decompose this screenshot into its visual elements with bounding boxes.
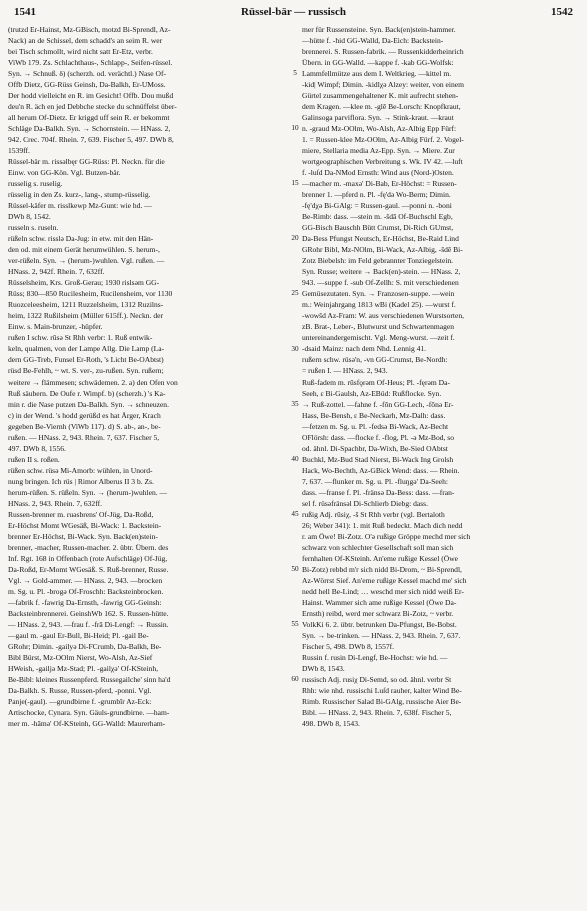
- right-column-line: mer für Russensteine. Syn. Back(en)stein-hammer.: [302, 25, 456, 34]
- left-column-line: Syn. → Schnuß. δ) (scherzh. od. verächtl.) Nase Of-: [8, 69, 167, 79]
- right-column-line: OFlörsh: dass. —flocke f. -flog, Pl. -ə Mz-Bod, so: [302, 432, 454, 442]
- left-column-line: keln, qualmen, von der Lampe Allg. Die Lamp (La-: [8, 344, 165, 354]
- line-number: 60: [291, 675, 299, 684]
- left-column-line: rußen. — HNass. 2, 943. Rhein. 7, 637. Fischer 5,: [8, 432, 160, 442]
- left-column-line: ViWb 179. Zs. Schlachthaus-, Schlapp-, Seifen-rüssel.: [8, 58, 173, 68]
- left-column-line: nung bringen. Ich rüs | Rimor Alberus II 3 b. Zs.: [8, 476, 154, 486]
- right-column-line: brenner 1. —pferd n. Pl. -fę'də Wo-Berm; Dimin.: [302, 190, 451, 200]
- left-column-line: m. Sg. u. Pl. -brogə Of-Froschh: Backsteinbrocken.: [8, 586, 164, 596]
- left-column-line: Einw. s. Main-brunzer, -hüpfer.: [8, 322, 103, 332]
- right-column-line: -fę'dχə Bi-GAlg: = Russen-gaul. —ponni n. -boni: [302, 201, 452, 211]
- right-column-line: Be-Rimb: dass. —stein m. -šdā Of-Buchschl Egb,: [302, 212, 453, 222]
- left-column-line: rußen I schw. rūsə St Rhh verbr: 1. Ruß entwik-: [8, 333, 153, 343]
- left-column-line: Rüss; 830—850 Rucilesheim, Rucilensheim, vor 1130: [8, 289, 173, 299]
- right-column-line: —fetzen m. Sg. u. Pl. -fedsə Bi-Wack, Az-Becht: [302, 421, 449, 431]
- right-column-line: od. ähnl. Di-Spachbr, Da-Wixh, Be-Sied OAbtst: [302, 443, 448, 453]
- right-column-line: 1. = Russen-klee Mz-OOlm, Az-Albig Fürf. 2. Vogel-: [302, 135, 464, 145]
- right-column-line: zB. Brat-, Leber-, Blutwurst und Schwartenmagen: [302, 322, 455, 332]
- left-column-line: Offb Dietz, GG-Rüss Geinsh, Da-Balkh, Er-UMoss.: [8, 80, 166, 90]
- left-column-line: Rüssel-bär m. rissəlbęr GG-Rüss: Pl. Neckn. für die: [8, 157, 165, 167]
- right-column-line: Da-Bess Pfungst Neutsch, Er-Höchst, Be-Raid Lind: [302, 234, 459, 244]
- right-column-line: Buchkl, Mz-Bud Stad Nierst, Bi-Wack Ing Grolsh: [302, 454, 454, 464]
- right-column-line: Syn. → be-trinken. — HNass. 2, 943. Rhein. 7, 637.: [302, 630, 461, 640]
- right-column-line: -wowšd Az-Fram: W. aus verschiedenen Wurstsorten,: [302, 311, 464, 321]
- left-column-line: russelig s. ruselig.: [8, 179, 63, 189]
- left-column-line: brenner Er-Höchst, Bi-Wack. Syn. Back(en)stein-: [8, 531, 158, 541]
- line-number: 35: [291, 399, 299, 408]
- left-column-line: Da-Balkh. S. Russe, Russen-pferd, -ponni. Vgl.: [8, 685, 152, 695]
- left-column-line: Einw. von GG-Kön. Vgl. Butzen-bär.: [8, 168, 121, 178]
- left-column-line: Er-Höchst Momt WGesäß, Bi-Wack: 1. Backstein-: [8, 520, 162, 530]
- right-column-line: Ernsth) reibd, werd mer schwarz Bi-Zotz, ~ verbr.: [302, 608, 454, 618]
- right-column-line: n. -graud Mz-OOlm, Wo-Alsh, Az-Albig Epp Fürf:: [302, 124, 457, 134]
- running-head: Rüssel-bär — russisch: [241, 6, 346, 18]
- right-column-line: dem Kragen. —klee m. -glē Be-Lorsch: Knopfkraut,: [302, 102, 461, 112]
- right-column-line: Galinsoga parviflora. Syn. → Stink-kraut. —kraut: [302, 113, 454, 123]
- left-column-line: den od. mit einem Gerät herumwühlen. S. herum-,: [8, 245, 160, 255]
- right-column-line: wortgeographischen Verbreitung s. Wk. IV 42. —luft: [302, 157, 463, 167]
- right-column: [302, 24, 580, 729]
- right-column-line: 943. —suppe f. -sub Of-Zellh: S. mit verschiedenen: [302, 278, 459, 288]
- left-column-line: Panje(-gaul). —grundbirne f. -grumbīr Az-Eck:: [8, 696, 152, 706]
- right-column-line: dass. —franse f. Pl. -fränsə Da-Bess: dass. —fran-: [302, 487, 455, 497]
- left-column-line: rüßen schw. rüsə Mi-Amorb: wühlen, in Unord-: [8, 465, 153, 475]
- left-column-line: brenner, -macher, Russen-macher. 2. übtr. Übern. des: [8, 542, 169, 552]
- right-column-line: miere, Stellaria media Az-Epp. Syn. → Miere. Zur: [302, 146, 455, 156]
- line-number: 45: [291, 509, 299, 518]
- left-column-line: Rüsselsheim, Krs. Groß-Gerau; 1930 rislsəm GG-: [8, 278, 160, 288]
- line-number: 15: [291, 179, 299, 188]
- left-column-line: heim, 1322 Rußilsheim (Müller 615ff.). Neckn. der: [8, 311, 163, 321]
- left-column-line: deu'n R. äch en jed Debbche stecke du schnüffelst über-: [8, 102, 177, 112]
- right-column-line: schwarz von schlechter Gesellschaft soll man sich: [302, 542, 454, 552]
- right-column-line: Gemüsezutaten. Syn. → Franzosen-suppe. —wein: [302, 289, 455, 299]
- right-column-line: Ruß-fadem m. rūsfǫrəm Of-Heus; Pl. -fęrəm Da-: [302, 377, 450, 387]
- left-column-line: Schläge Da-Balkh. Syn. → Schornstein. — HNass. 2,: [8, 124, 171, 134]
- line-number: 30: [291, 344, 299, 353]
- left-column-line: russeln s. ruseln.: [8, 223, 59, 233]
- right-column-line: -kid| Wimpf; Dimin. -kidlχə Alzey: weiter, von einem: [302, 80, 464, 90]
- right-column-line: m.: Weinjahrgang 1813 wBi (Kadel 25). —wurst f.: [302, 300, 456, 310]
- right-column-line: VolkKi 6. 2. übtr. betrunken Da-Pfungst, Be-Bobst.: [302, 619, 457, 629]
- right-column-line: brennerei. S. Russen-fabrik. — Russenkidderheinrich: [302, 47, 464, 57]
- right-column-line: Hainst. Wammer sich ame rußige Kessel (Öwe Da-: [302, 597, 457, 607]
- right-column-line: 7, 637. —flunker m. Sg. u. Pl. -fluŋgə' Da-Seeh:: [302, 476, 448, 486]
- left-column-line: 497. DWb 8, 1556.: [8, 443, 66, 453]
- right-column-line: Hack, Wo-Bechth, Az-GBick Wend: dass. — Rhein.: [302, 465, 460, 475]
- left-column-line: rüsselig in den Zs. kurz-, lang-, stump-rüsselig.: [8, 190, 151, 200]
- line-number: 10: [291, 124, 299, 133]
- right-column-line: Bi-Zotz) rebbd m'r sich nidd Bi-Drom, ~ Bi-Sprendl,: [302, 564, 462, 574]
- left-column-line: Da-Roßd, Er-Momt WGesäß. S. Ruß-brenner, Russe.: [8, 564, 169, 574]
- right-column-line: → Ruß-zottel. —fahne f. -fōn GG-Lech, -fōnə Er-: [302, 399, 454, 409]
- right-column-line: DWb 8, 1543.: [302, 663, 345, 673]
- right-column-line: r. am Öwe! Bi-Zotz. O'ə rußige Gröppe mechd mer sich: [302, 531, 471, 541]
- left-column-line: rußen II s. roßen.: [8, 454, 60, 464]
- left-column-line: bei Tisch schmollt, wird nicht satt Er-Etz, verbr.: [8, 47, 153, 57]
- left-column-line: gegeben Be-Viernh (ViWb 117). d) S. ab-, an-, be-: [8, 421, 161, 431]
- right-column-line: Rhh: wie nhd. russischi Luſd rauher, kalter Wind Be-: [302, 685, 462, 695]
- right-column-line: Zotz Biebelsh: im Feld gebrannter Tonziegelstein.: [302, 256, 454, 266]
- left-column: [8, 24, 287, 729]
- left-column-line: Inf. Rgt. 168 in Offenbach (rote Aufschläge) Of-Jüg,: [8, 553, 168, 563]
- left-column-line: dern GG-Treb, Funsel Er-Roth, 's Licht Be-OAbtst): [8, 355, 164, 365]
- left-column-line: rüßeln schw. risslə Da-Jug: in etw. mit den Hän-: [8, 234, 154, 244]
- right-column-line: Seeh, ε Bi-Gaulsh, Az-EBüd: Rußflocke. Syn.: [302, 388, 442, 398]
- line-number: 55: [291, 620, 299, 629]
- right-column-line: GRohr Bibl, Mz-NOlm, Bi-Wack, Az-Albig, -šdē Bi-: [302, 245, 463, 255]
- right-column-line: nedd hell Be-Lind; … weschd mer sich nidd weiß Er-: [302, 586, 464, 596]
- right-column-line: Syn. Russe; weitere → Back(en)-stein. — HNass. 2,: [302, 267, 461, 277]
- right-column-line: —hütte f. -hid GG-Walld, Da-Eich: Backstein-: [302, 36, 444, 46]
- left-column-line: GRohr; Dimin. -gailyə Di-FCrumb, Da-Balkh, Be-: [8, 641, 162, 651]
- page-header: [0, 6, 587, 18]
- right-column-line: Hass, Be-Bensh, ε Be-Neckarh, Mz-Dalh: dass.: [302, 410, 446, 420]
- right-column-line: untereinandergemischt. Vgl. Meng-wurst. —zeit f.: [302, 333, 455, 343]
- left-column-line: (trutzd Er-Hainst, Mz-GBisch, motzd Bi-Sprendl, Az-: [8, 25, 171, 34]
- right-column-line: Russin f. rusin Di-Lengf, Be-Hochst: wie hd. —: [302, 652, 448, 662]
- page-number-right: 1542: [551, 6, 573, 18]
- left-column-line: Nack) an de Schissel, dem schadd's an seim R. wer: [8, 36, 163, 46]
- left-column-line: mer m. -hāmə' Of-KSteinh, GG-Walld: Maurerham-: [8, 718, 166, 728]
- left-column-line: rüsd Be-Fehlh, ~ wt. S. ver-, zu-rußen. Syn. rußern;: [8, 366, 164, 376]
- left-column-line: Bibl Bürst, Mz-OOlm Nierst, Wo-Alsh, Az-Sief: [8, 652, 153, 662]
- left-column-line: all herum Of-Dietz. Er kriggd uff sein R. er bekommt: [8, 113, 170, 123]
- left-column-line: ver-rüßeln. Syn. → (herum-)wuhlen. Vgl. rußen. —: [8, 256, 165, 266]
- right-column-line: -dsaid Mainz: nach dem Nhd. Lennig 41.: [302, 344, 427, 354]
- page-number-left: 1541: [14, 6, 36, 18]
- right-column-line: 498. DWb 8, 1543.: [302, 718, 360, 728]
- right-column-line: GG-Bisch Bauschh Bütt Crumst, Di-Rich GUmst,: [302, 223, 454, 233]
- left-column-line: Der hodd vielleicht en R. im Gesicht! Offb. Dou mußd: [8, 91, 174, 101]
- left-column-line: herum-rüßen. S. rüßeln. Syn. → (herum-)wuhlen. —: [8, 487, 168, 497]
- line-number: 50: [291, 564, 299, 573]
- left-column-line: —fabrik f. -fawrig Da-Ernsth, -fawrig GG-Geinsh:: [8, 597, 162, 607]
- left-column-line: —gaul m. -gaul Er-Bull, Bi-Heid; Pl. -gail Be-: [8, 630, 149, 640]
- left-column-line: Ruß säubern. De Oufe r. Wimpf. b) (scherzh.) 's Ka-: [8, 388, 166, 398]
- right-column-line: Bibl. — HNass. 2, 943. Rhein. 7, 638f. Fischer 5,: [302, 707, 452, 717]
- right-column-line: 26; Weber 341): 1. mit Ruß bedeckt. Mach dich nedd: [302, 520, 463, 530]
- left-column-line: — HNass. 2, 943. —frau f. -frā Di-Lengf: → Russin.: [8, 619, 169, 629]
- left-column-line: weitere → flämmesen; schwädemen. 2. a) den Ofen von: [8, 377, 178, 387]
- left-column-line: DWb 8, 1542.: [8, 212, 51, 222]
- left-column-line: Vgl. → Gold-ammer. — HNass. 2, 943. —brocken: [8, 575, 163, 585]
- right-column-line: f. -luſd Da-NMod Ernsth: Wind aus (Nord-)Osten.: [302, 168, 454, 178]
- left-column-line: Be-Bibl: kleines Russenpferd. Russegailche' sinn ha'd: [8, 674, 171, 684]
- right-column-line: Az-Wörrst Sief. An'eme rußige Kessel machd me' sich: [302, 575, 467, 585]
- left-column-line: Rüssel-käfer m. risslkewp Mz-Gunt: wie hd. —: [8, 201, 152, 211]
- left-column-line: c) in der Wend. 's hodd gerüßd es hat Ärger, Krach: [8, 410, 161, 420]
- right-column-line: —macher m. -maxə' Di-Bab, Er-Höchst: = Russen-: [302, 179, 457, 189]
- left-column-line: Artischocke, Cynara. Syn. Gäuls-grundbirne. —ham-: [8, 707, 170, 717]
- right-column-line: Gürtel zusammengehaltener K. mit aufrecht stehen-: [302, 91, 459, 101]
- left-column-line: HWeish, -gailjə Mz-Stad; Pl. -gailχə' Of-KSteinh,: [8, 663, 158, 673]
- right-column-line: rußig Adj. rūsiχ, -š St Rhh verbr (vgl. Bertaloth: [302, 509, 445, 519]
- left-column-line: HNass. 2, 943. Rhein. 7, 632ff.: [8, 498, 102, 508]
- right-column-line: russisch Adj. rusiχ Di-Semd, so od. ähnl. verbr St: [302, 674, 452, 684]
- right-column-line: sel f. rüsəfränsəl Di-Schlierb Diebg: dass.: [302, 498, 428, 508]
- right-column-line: Rimb. Russischer Salad Bi-GAlg, russische Aier Be-: [302, 696, 462, 706]
- left-column-line: 1539ff.: [8, 146, 30, 156]
- line-number: 40: [291, 454, 299, 463]
- right-column-line: rußern schw. rüsə'n, -vn GG-Crumst, Be-Nordh:: [302, 355, 448, 365]
- line-number: 20: [291, 234, 299, 243]
- left-column-line: Ruozceleesheim, 1211 Ruzzelsheim, 1312 Ruzilns-: [8, 300, 164, 310]
- left-column-line: 942. Crec. 704f. Rhein. 7, 639. Fischer 5, 497. DWb 8,: [8, 135, 174, 145]
- line-number: 25: [291, 289, 299, 298]
- right-column-line: Übern. in GG-Walld. —kappe f. -kab GG-Wolfsk:: [302, 58, 454, 68]
- left-column-line: min r. die Nase putzen Da-Balkh. Syn. → schneuzen.: [8, 399, 169, 409]
- right-column-line: = rußen I. — HNass. 2, 943.: [302, 366, 388, 376]
- left-column-line: HNass. 2, 942f. Rhein. 7, 632ff.: [8, 267, 105, 277]
- right-column-line: fernhalten Of-KSteinh. An'eme rußige Kessel (Öwe: [302, 553, 459, 563]
- line-number: 5: [293, 69, 297, 78]
- left-column-line: Backsteinbrennerei. GeinshWb 162. S. Russen-hütte.: [8, 608, 169, 618]
- right-column-line: Fischer 5, 498. DWb 8, 1557f.: [302, 641, 395, 651]
- left-column-line: Russen-brenner m. ruəsbrens' Of-Jüg, Da-Roßd,: [8, 509, 154, 519]
- right-column-line: Lammfellmütze aus dem I. Weltkrieg. —kittel m.: [302, 69, 452, 79]
